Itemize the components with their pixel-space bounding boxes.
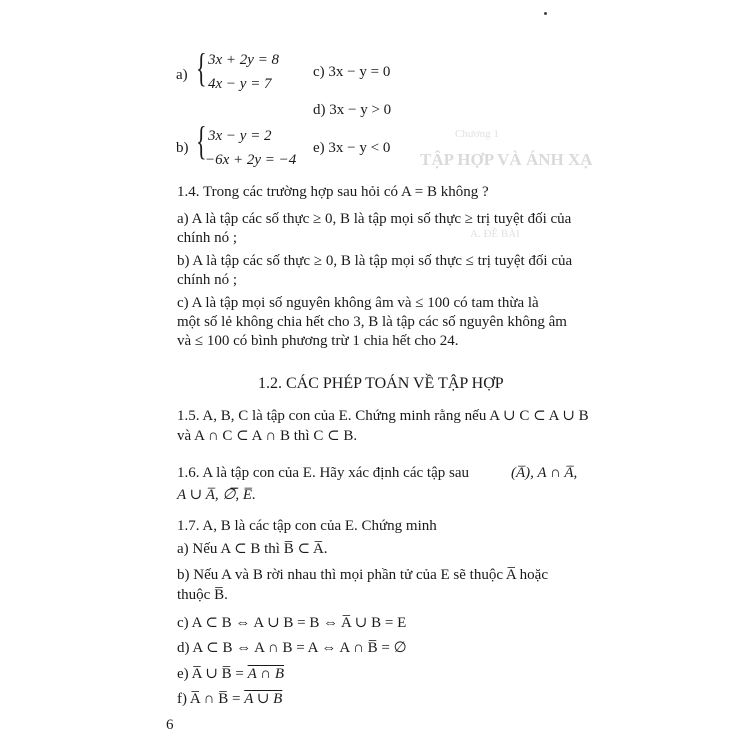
ex-1-6-line2: A ∪ A̅, ∅̅, E̅.: [177, 487, 256, 503]
ex-1-7-f-right: A ∪ B: [244, 691, 283, 707]
bleed-sub: A. ĐỀ BÀI: [470, 228, 520, 240]
ex-1-7-e-left: e) A̅ ∪ B̅ =: [177, 666, 248, 682]
ex-1-6-line1: 1.6. A là tập con của E. Hãy xác định các tập sau: [177, 465, 469, 481]
ex-1-7-c: c) A ⊂ B ⇔ A ∪ B = B ⇔ A̅ ∪ B = E: [177, 615, 407, 631]
ex-1-4-c-line2: một số lẻ không chia hết cho 3, B là tập các số nguyên không âm: [177, 314, 567, 330]
ex-1-7-e-right: A ∩ B: [247, 666, 285, 682]
ex-1-5-line1: 1.5. A, B, C là tập con của E. Chứng minh rằng nếu A ∪ C ⊂ A ∪ B: [177, 408, 589, 424]
section-heading: 1.2. CÁC PHÉP TOÁN VỀ TẬP HỢP: [258, 375, 504, 392]
ex-1-7-f: [177, 690, 282, 708]
system-a-eq1: 3x + 2y = 8: [208, 52, 280, 68]
system-a-eq2: 4x − y = 7: [208, 76, 272, 92]
ex-1-5-line2: và A ∩ C ⊂ A ∩ B thì C ⊂ B.: [177, 428, 358, 444]
system-a-label: a): [176, 67, 188, 83]
ex-1-4-b-line1: b) A là tập các số thực ≥ 0, B là tập mọi số thực ≤ trị tuyệt đối của: [177, 253, 573, 269]
eq-d: d) 3x − y > 0: [313, 102, 392, 118]
corner-mark: [544, 12, 547, 15]
ex-1-7-a: a) Nếu A ⊂ B thì B̅ ⊂ A̅.: [177, 541, 328, 557]
ex-1-4-a-line1: a) A là tập các số thực ≥ 0, B là tập mọi số thực ≥ trị tuyệt đối của: [177, 211, 572, 227]
bleed-chapter: Chương 1: [455, 128, 499, 140]
page-number: 6: [166, 717, 174, 733]
ex-1-7-b-line2: thuộc B̅.: [177, 587, 228, 603]
system-b-label: b): [176, 140, 189, 156]
ex-1-4-c-line3: và ≤ 100 có bình phương trừ 1 chia hết cho 24.: [177, 333, 459, 349]
eq-c: c) 3x − y = 0: [313, 64, 391, 80]
ex-1-4-b-line2: chính nó ;: [177, 272, 237, 288]
ex-1-7-f-left: f) A̅ ∩ B̅ =: [177, 691, 245, 707]
ex-1-4-c-line1: c) A là tập mọi số nguyên không âm và ≤ 100 có tam thừa là: [177, 295, 539, 311]
ex-1-7-b-line1: b) Nếu A và B rời nhau thì mọi phần tử của E sẽ thuộc A̅ hoặc: [177, 567, 548, 583]
eq-e: e) 3x − y < 0: [313, 140, 391, 156]
ex-1-7-title: 1.7. A, B là các tập con của E. Chứng minh: [177, 518, 437, 534]
brace-b: {: [196, 118, 207, 163]
brace-a: {: [196, 45, 207, 90]
system-b-eq2: −6x + 2y = −4: [205, 152, 297, 168]
ex-1-4-title: 1.4. Trong các trường hợp sau hỏi có A = B không ?: [177, 184, 489, 200]
ex-1-7-e: [177, 665, 284, 683]
ex-1-6-math: (A̅), A ∩ A̅,: [511, 465, 578, 481]
ex-1-4-a-line2: chính nó ;: [177, 230, 237, 246]
bleed-title: TẬP HỢP VÀ ÁNH XẠ: [420, 150, 593, 169]
ex-1-7-d: d) A ⊂ B ⇔ A ∩ B = A ⇔ A ∩ B̅ = ∅: [177, 640, 407, 656]
system-b-eq1: 3x − y = 2: [208, 128, 272, 144]
